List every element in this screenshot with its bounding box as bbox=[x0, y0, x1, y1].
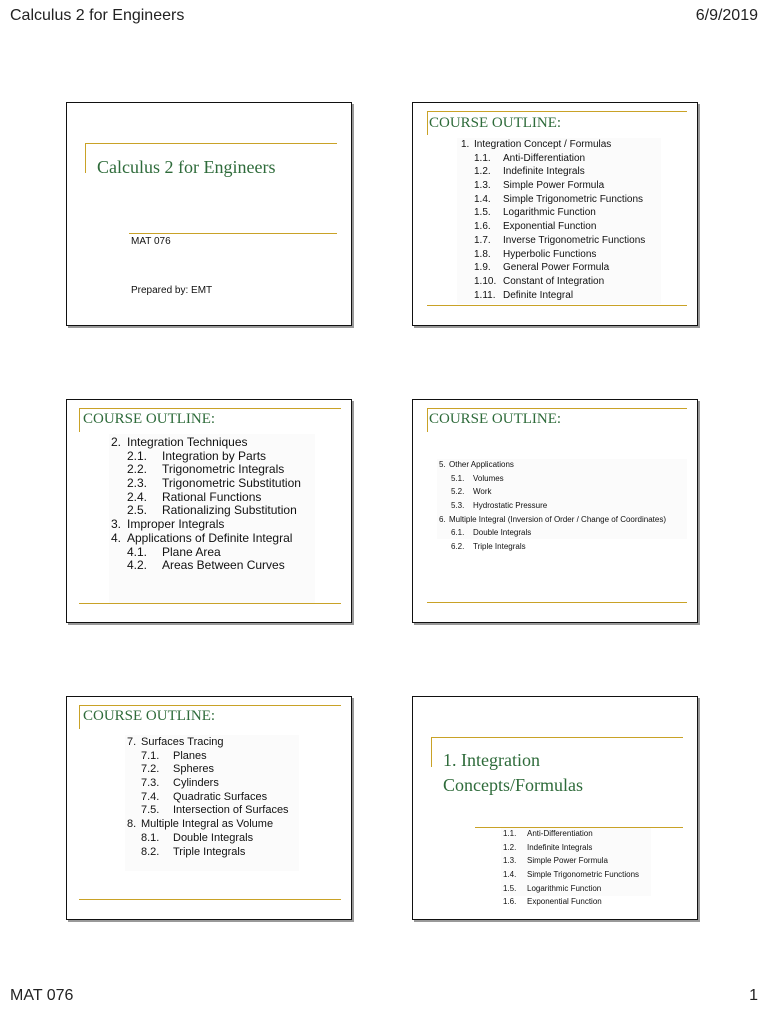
outline-item-number: 1.1. bbox=[503, 829, 517, 838]
outline-item-number: 5.3. bbox=[451, 501, 465, 511]
outline-item-number: 2.3. bbox=[127, 476, 148, 491]
outline-item-text: Indefinite Integrals bbox=[527, 842, 593, 852]
slide-rule-vertical bbox=[85, 143, 86, 173]
outline-item bbox=[437, 514, 687, 528]
outline-item-number: 4. bbox=[111, 530, 122, 545]
outline-item-number: 4.1. bbox=[127, 544, 148, 559]
outline-item-text: Double Integrals bbox=[473, 528, 532, 538]
outline-item bbox=[109, 516, 315, 530]
outline-item bbox=[437, 527, 687, 541]
outline-item bbox=[109, 502, 315, 516]
outline-item-text: Trigonometric Integrals bbox=[162, 462, 285, 477]
outline-item-text: Inverse Trigonometric Functions bbox=[503, 234, 646, 246]
outline-item-number: 3. bbox=[111, 517, 122, 532]
outline-item bbox=[501, 828, 651, 842]
outline-item-text: General Power Formula bbox=[503, 262, 610, 274]
outline-item-text: Integration Concept / Formulas bbox=[474, 139, 612, 150]
slide-rule bbox=[79, 408, 341, 409]
outline-item-text: Triple Integrals bbox=[473, 542, 526, 552]
outline-item bbox=[125, 749, 299, 763]
outline-item-number: 8.1. bbox=[141, 831, 160, 844]
outline-list bbox=[501, 828, 651, 907]
outline-item bbox=[125, 831, 299, 845]
outline-item-text: Rational Functions bbox=[162, 489, 262, 504]
outline-item bbox=[125, 776, 299, 790]
slide-rule-vertical bbox=[79, 705, 80, 729]
outline-list bbox=[109, 434, 315, 604]
outline-item-text: Multiple Integral (Inversion of Order / Change of Coordinates) bbox=[449, 514, 666, 524]
course-code: MAT 076 bbox=[131, 236, 171, 247]
footer-course: MAT 076 bbox=[10, 987, 74, 1004]
slide-rule bbox=[85, 143, 337, 144]
outline-item-number: 1.3. bbox=[503, 856, 517, 866]
outline-item-number: 5. bbox=[439, 460, 446, 469]
outline-item bbox=[457, 138, 661, 152]
outline-item-text: Anti-Differentiation bbox=[503, 152, 586, 164]
outline-item-number: 1.1. bbox=[474, 152, 491, 164]
outline-item-number: 6. bbox=[439, 514, 446, 524]
outline-item-text: Integration Techniques bbox=[127, 435, 248, 449]
outline-item bbox=[109, 544, 315, 558]
outline-item bbox=[457, 193, 661, 207]
outline-item-number: 8.2. bbox=[141, 845, 160, 858]
slide-rule bbox=[79, 603, 341, 604]
outline-item-number: 1.5. bbox=[503, 883, 517, 893]
outline-item-text: Triple Integrals bbox=[173, 845, 246, 858]
slide-6-section-title bbox=[412, 696, 698, 920]
outline-item bbox=[437, 541, 687, 555]
outline-item-text: Exponential Function bbox=[527, 897, 602, 907]
outline-item-number: 1.2. bbox=[474, 166, 491, 178]
outline-item-text: Rationalizing Substitution bbox=[162, 503, 297, 518]
slide-4-course-outline bbox=[412, 399, 698, 623]
slide-rule-vertical bbox=[431, 737, 432, 767]
outline-item-number: 2. bbox=[111, 435, 122, 449]
outline-item-number: 1.11. bbox=[474, 289, 496, 301]
outline-item bbox=[457, 220, 661, 234]
outline-item bbox=[125, 817, 299, 831]
outline-item bbox=[457, 289, 661, 303]
outline-item bbox=[125, 803, 299, 817]
outline-item bbox=[109, 557, 315, 571]
slide-title: COURSE OUTLINE: bbox=[83, 708, 216, 724]
outline-item-text: Simple Power Formula bbox=[527, 856, 608, 866]
prepared-by: Prepared by: EMT bbox=[131, 285, 213, 296]
outline-item-number: 7.4. bbox=[141, 790, 160, 803]
slide-rule bbox=[79, 899, 341, 900]
outline-item-number: 2.4. bbox=[127, 489, 148, 504]
outline-item-number: 1.6. bbox=[503, 897, 517, 907]
outline-item-number: 5.1. bbox=[451, 473, 465, 483]
outline-item bbox=[109, 475, 315, 489]
slide-rule bbox=[427, 305, 687, 306]
outline-item bbox=[437, 486, 687, 500]
slide-rule bbox=[427, 111, 687, 112]
outline-item-text: Volumes bbox=[473, 473, 504, 483]
outline-item-text: Logarithmic Function bbox=[527, 883, 602, 893]
outline-item bbox=[125, 845, 299, 859]
outline-item-number: 1. bbox=[461, 139, 470, 150]
outline-item bbox=[501, 855, 651, 869]
outline-item bbox=[457, 261, 661, 275]
outline-item-text: Simple Trigonometric Functions bbox=[527, 870, 640, 880]
section-title bbox=[443, 748, 583, 798]
outline-item-number: 1.5. bbox=[474, 207, 491, 219]
outline-item-number: 2.2. bbox=[127, 462, 148, 477]
slide-title: COURSE OUTLINE: bbox=[83, 411, 216, 427]
slide-rule bbox=[427, 602, 687, 603]
outline-item-number: 1.4. bbox=[503, 870, 517, 880]
outline-item bbox=[109, 530, 315, 544]
outline-item-number: 6.1. bbox=[451, 528, 465, 538]
outline-item-number: 1.7. bbox=[474, 234, 491, 246]
outline-item-number: 2.1. bbox=[127, 448, 148, 463]
slide-rule bbox=[431, 737, 683, 738]
outline-item-text: Improper Integrals bbox=[127, 517, 225, 532]
outline-item bbox=[125, 762, 299, 776]
outline-item-text: Quadratic Surfaces bbox=[173, 790, 268, 803]
outline-item-text: Work bbox=[473, 487, 492, 497]
outline-list bbox=[125, 735, 299, 871]
slide-rule bbox=[129, 233, 337, 234]
outline-item bbox=[457, 165, 661, 179]
outline-item-text: Intersection of Surfaces bbox=[173, 804, 289, 817]
outline-item-number: 8. bbox=[127, 818, 137, 831]
outline-item bbox=[125, 790, 299, 804]
outline-item bbox=[457, 152, 661, 166]
outline-item-text: Other Applications bbox=[449, 460, 514, 469]
outline-item-text: Exponential Function bbox=[503, 221, 597, 233]
outline-item bbox=[125, 735, 299, 749]
header-date: 6/9/2019 bbox=[695, 7, 758, 24]
outline-item bbox=[457, 275, 661, 289]
outline-item-number: 1.9. bbox=[474, 262, 491, 274]
outline-item-text: Areas Between Curves bbox=[162, 558, 285, 573]
section-title-line-1: 1. Integration bbox=[443, 750, 540, 770]
outline-item bbox=[457, 248, 661, 262]
slide-title: Calculus 2 for Engineers bbox=[97, 157, 276, 177]
outline-item-number: 1.6. bbox=[474, 221, 491, 233]
outline-item-text: Simple Trigonometric Functions bbox=[503, 193, 644, 205]
outline-item-text: Anti-Differentiation bbox=[527, 829, 593, 838]
outline-item bbox=[437, 473, 687, 487]
outline-item bbox=[437, 459, 687, 473]
outline-item-number: 1.8. bbox=[474, 248, 491, 260]
outline-item-text: Indefinite Integrals bbox=[503, 166, 585, 178]
outline-item-text: Plane Area bbox=[162, 544, 221, 559]
slide-5-course-outline bbox=[66, 696, 352, 920]
slide-2-course-outline bbox=[412, 102, 698, 326]
outline-item bbox=[109, 434, 315, 448]
outline-item-number: 1.4. bbox=[474, 193, 491, 205]
outline-item-number: 5.2. bbox=[451, 487, 465, 497]
outline-item bbox=[109, 461, 315, 475]
outline-item bbox=[501, 869, 651, 883]
outline-item bbox=[437, 500, 687, 514]
outline-item-text: Planes bbox=[173, 749, 207, 762]
outline-item-text: Cylinders bbox=[173, 777, 219, 790]
outline-item-text: Constant of Integration bbox=[503, 275, 605, 287]
outline-item-text: Definite Integral bbox=[503, 289, 574, 301]
outline-item-text: Multiple Integral as Volume bbox=[141, 818, 274, 831]
outline-item bbox=[109, 448, 315, 462]
slide-title: COURSE OUTLINE: bbox=[429, 411, 562, 427]
outline-item-number: 1.10. bbox=[474, 275, 497, 287]
slide-3-course-outline bbox=[66, 399, 352, 623]
outline-item-text: Double Integrals bbox=[173, 831, 254, 844]
outline-item-number: 7. bbox=[127, 736, 137, 748]
outline-item-text: Surfaces Tracing bbox=[141, 736, 224, 748]
slide-rule-vertical bbox=[79, 408, 80, 432]
slide-rule-vertical bbox=[427, 408, 428, 432]
outline-item-text: Applications of Definite Integral bbox=[127, 530, 293, 545]
header-title: Calculus 2 for Engineers bbox=[10, 7, 185, 24]
outline-item-number: 7.5. bbox=[141, 804, 160, 817]
outline-item-number: 6.2. bbox=[451, 542, 465, 552]
outline-item-number: 2.5. bbox=[127, 503, 148, 518]
slide-rule bbox=[79, 705, 341, 706]
outline-item-number: 4.2. bbox=[127, 558, 148, 573]
outline-item-text: Logarithmic Function bbox=[503, 207, 596, 219]
outline-item bbox=[109, 489, 315, 503]
outline-list bbox=[437, 459, 687, 552]
slide-rule bbox=[427, 408, 687, 409]
outline-item bbox=[457, 206, 661, 220]
outline-item-number: 7.3. bbox=[141, 777, 160, 790]
outline-item bbox=[457, 179, 661, 193]
outline-item-text: Integration by Parts bbox=[162, 448, 267, 463]
outline-item-text: Simple Power Formula bbox=[503, 180, 605, 192]
slide-title: COURSE OUTLINE: bbox=[429, 115, 562, 131]
footer-page-number: 1 bbox=[749, 987, 758, 1004]
outline-item-number: 7.2. bbox=[141, 763, 160, 776]
outline-item-number: 7.1. bbox=[141, 749, 160, 762]
outline-item-number: 1.2. bbox=[503, 842, 517, 852]
outline-item-number: 1.3. bbox=[474, 180, 491, 192]
outline-item-text: Hyperbolic Functions bbox=[503, 248, 597, 260]
slide-1-title bbox=[66, 102, 352, 326]
slide-rule-vertical bbox=[427, 111, 428, 135]
outline-list bbox=[457, 138, 661, 304]
outline-item-text: Trigonometric Substitution bbox=[162, 476, 301, 491]
outline-item-text: Spheres bbox=[173, 763, 214, 776]
outline-item bbox=[501, 883, 651, 897]
outline-item bbox=[501, 896, 651, 910]
outline-item bbox=[457, 234, 661, 248]
outline-item bbox=[501, 842, 651, 856]
outline-item-text: Hydrostatic Pressure bbox=[473, 501, 548, 511]
section-title-line-2: Concepts/Formulas bbox=[443, 775, 583, 795]
